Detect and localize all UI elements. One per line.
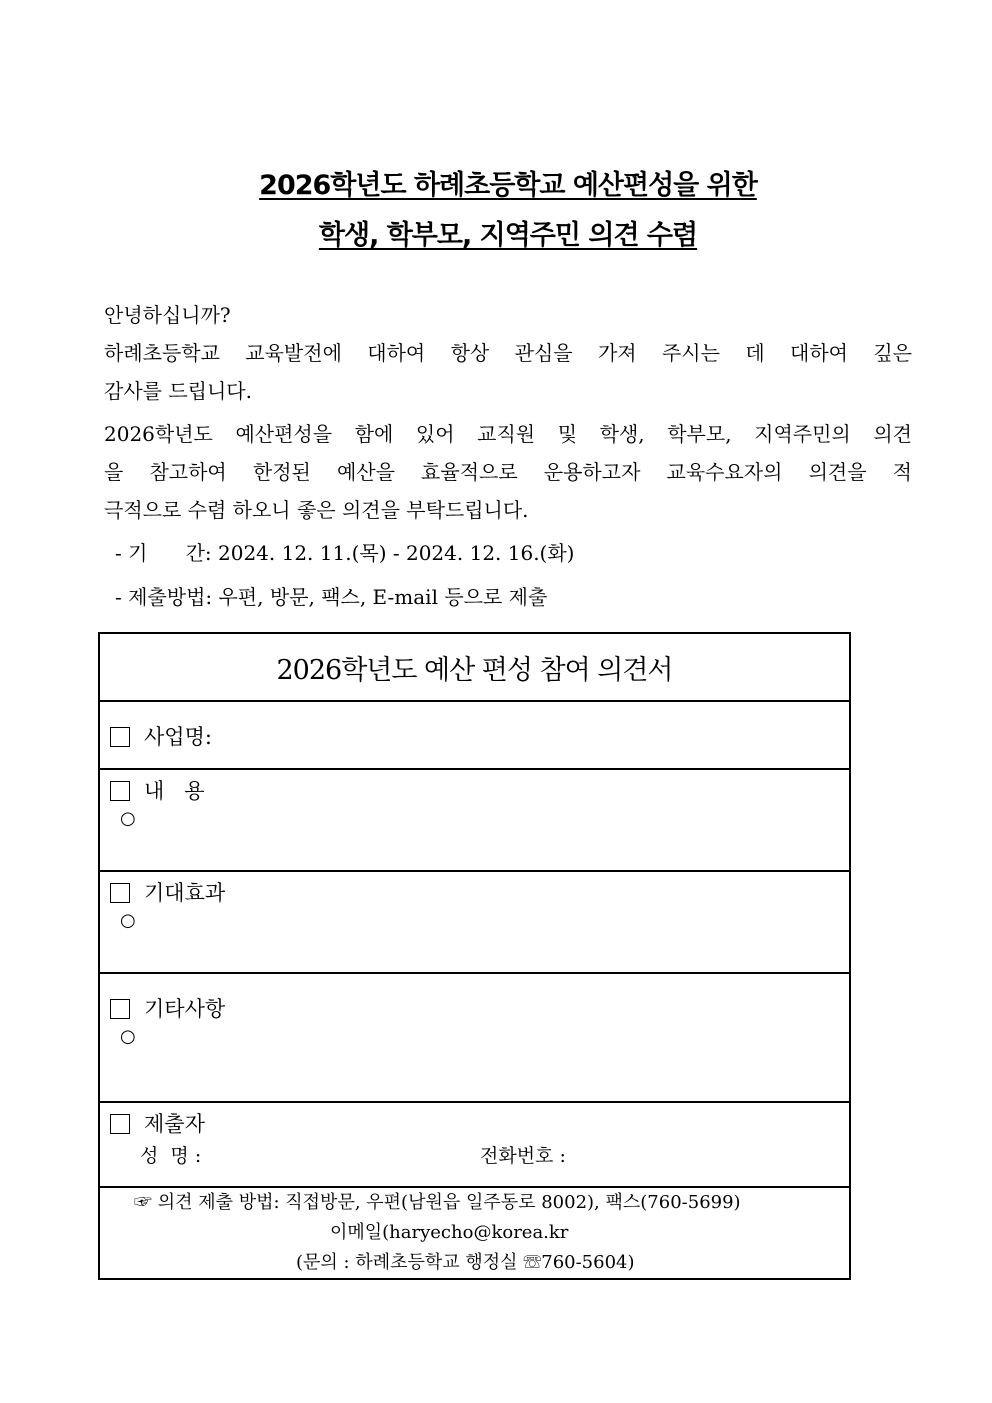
period-note: - 기 간: 2024. 12. 11.(목) - 2024. 12. 16.(화) [115, 541, 575, 565]
content-row [99, 769, 850, 871]
checkbox[interactable] [110, 727, 130, 747]
footer-row [99, 1187, 850, 1279]
notes [115, 531, 575, 619]
effect-label: 기대효과 [144, 881, 226, 905]
checkbox[interactable] [110, 1114, 130, 1134]
paragraph-2-line-2: 을 참고하여 한정된 예산을 효율적으로 운용하고자 교육수요자의 의견을 적 [104, 460, 912, 484]
paragraph-2-line-3: 극적으로 수렴 하오니 좋은 의견을 부탁드립니다. [104, 498, 529, 522]
submitter-label: 제출자 [144, 1112, 205, 1136]
phone-label: 전화번호 : [480, 1145, 566, 1167]
other-label: 기타사항 [144, 997, 226, 1021]
paragraph-1-line-1: 하례초등학교 교육발전에 대하여 항상 관심을 가져 주시는 데 대하여 깊은 [104, 341, 912, 365]
document-title: 2026학년도 하례초등학교 예산편성을 위한 [259, 170, 757, 201]
paragraph-2-line-1: 2026학년도 예산편성을 함에 있어 교직원 및 학생, 학부모, 지역주민의 의견 [104, 422, 912, 446]
footer-line-1: ☞ 의견 제출 방법: 직접방문, 우편(남원읍 일주동로 8002), 팩스(760-5699) [134, 1192, 741, 1213]
form-title: 2026학년도 예산 편성 참여 의견서 [99, 633, 850, 701]
footer-email: 이메일(haryecho@korea.kr [330, 1222, 569, 1243]
method-note: - 제출방법: 우편, 방문, 팩스, E-mail 등으로 제출 [115, 585, 548, 609]
checkbox[interactable] [110, 999, 130, 1019]
purpose-paragraph [104, 415, 912, 529]
content-label: 내 용 [144, 779, 205, 803]
paragraph-1-line-2: 감사를 드립니다. [104, 379, 252, 403]
document-subtitle: 학생, 학부모, 지역주민 의견 수렴 [318, 220, 698, 251]
other-bullet: ○ [120, 1026, 136, 1047]
business-row [99, 701, 850, 769]
intro-paragraph [104, 296, 912, 410]
checkbox[interactable] [110, 781, 130, 801]
business-label: 사업명: [144, 725, 212, 749]
checkbox[interactable] [110, 883, 130, 903]
opinion-form [98, 632, 851, 1280]
name-label: 성 명 : [140, 1145, 202, 1167]
footer-contact: (문의 : 하례초등학교 행정실 ☏760-5604) [296, 1252, 635, 1273]
effect-row [99, 871, 850, 973]
greeting: 안녕하십니까? [104, 303, 231, 327]
submitter-row [99, 1102, 850, 1187]
content-bullet: ○ [120, 808, 136, 829]
other-row [99, 973, 850, 1102]
effect-bullet: ○ [120, 910, 136, 931]
